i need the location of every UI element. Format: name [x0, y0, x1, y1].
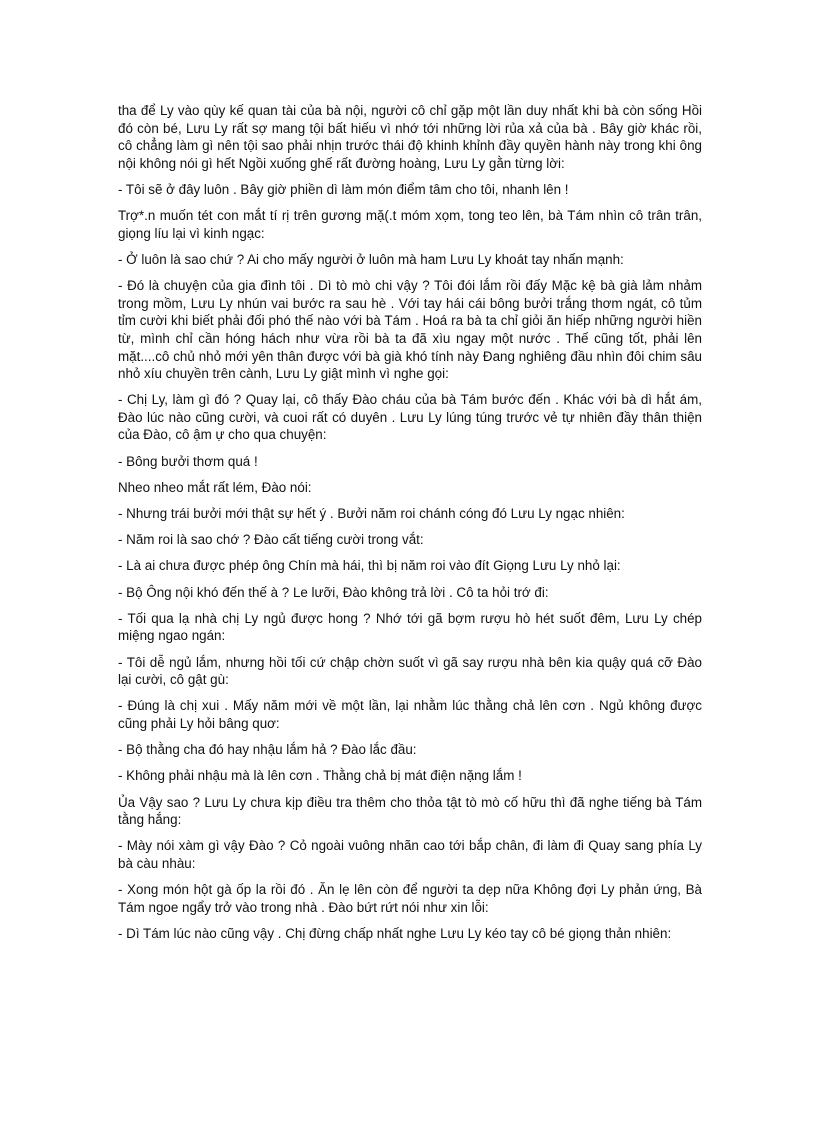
paragraph: - Tôi dễ ngủ lắm, nhưng hồi tối cứ chập chờn suốt vì gã say rượu nhà bên kia quậy quá cỡ Đào lại cười, cô gật gù: [118, 654, 702, 688]
document-page [118, 102, 702, 951]
paragraph: Ủa Vậy sao ? Lưu Ly chưa kịp điều tra thêm cho thỏa tật tò mò cố hữu thì đã nghe tiếng bà Tám tằng hắng: [118, 794, 702, 828]
paragraph: - Không phải nhậu mà là lên cơn . Thằng chả bị mát điện nặng lắm ! [118, 768, 522, 784]
paragraph: Nheo nheo mắt rất lém, Đào nói: [118, 479, 312, 495]
paragraph: - Tối qua lạ nhà chị Ly ngủ được hong ? Nhớ tới gã bợm rượu hò hét suốt đêm, Lưu Ly chép miệng ngao ngán: [118, 610, 702, 644]
paragraph: - Bộ Ông nội khó đến thế à ? Le lưỡi, Đào không trả lời . Cô ta hỏi trớ đi: [118, 584, 549, 600]
paragraph: - Tôi sẽ ở đây luôn . Bây giờ phiền dì làm món điểm tâm cho tôi, nhanh lên ! [118, 181, 569, 197]
paragraph: - Xong món hột gà ốp la rồi đó . Ăn lẹ lên còn để người ta dẹp nữa Không đợi Ly phản ứng, Bà Tám ngoe ngẩy trở vào trong nhà . Đào bứt rứt nói như xin lỗi: [118, 882, 702, 915]
paragraph: - Dì Tám lúc nào cũng vậy . Chị đừng chấp nhất nghe Lưu Ly kéo tay cô bé giọng thản nhiên: [118, 925, 672, 941]
paragraph: - Đúng là chị xui . Mấy năm mới về một lần, lại nhằm lúc thằng chả lên cơn . Ngủ không được cũng phải Ly hỏi bâng quơ: [118, 698, 702, 731]
paragraph: - Bộ thằng cha đó hay nhậu lắm hả ? Đào lắc đầu: [118, 742, 417, 758]
paragraph: Trợ*.n muốn tét con mắt tí rị trên gương mặ(.t móm xọm, tong teo lên, bà Tám nhìn cô trân trân, giọng líu lại vì kinh ngạc: [118, 208, 702, 241]
paragraph: - Năm roi là sao chớ ? Đào cất tiếng cười trong vắt: [118, 532, 424, 548]
paragraph: - Nhưng trái bưởi mới thật sự hết ý . Bưởi năm roi chánh cóng đó Lưu Ly ngạc nhiên: [118, 506, 625, 522]
paragraph: - Bông bưởi thơm quá ! [118, 453, 258, 469]
paragraph: tha để Ly vào qùy kế quan tài của bà nội, người cô chỉ gặp một lần duy nhất khi bà còn sống Hồi đó còn bé, Lưu Ly rất sợ mang tội bất hiếu vì nhớ tới những lời rủa xả của bà . Bây giờ khác rồi, cô chẳng làm gì nên tội sao phải nhịn trước thái độ khinh khỉnh đầy quyền hành này trong khi ông nội không nói gì hết Ngồi xuống ghế rất đường hoàng, Lưu Ly gằn từng lời: [118, 103, 702, 171]
paragraph: - Là ai chưa được phép ông Chín mà hái, thì bị năm roi vào đít Giọng Lưu Ly nhỏ lại: [118, 558, 621, 574]
paragraph: - Ở luôn là sao chứ ? Ai cho mấy người ở luôn mà ham Lưu Ly khoát tay nhấn mạnh: [118, 251, 624, 267]
paragraph: - Mày nói xàm gì vậy Đào ? Cỏ ngoài vuông nhãn cao tới bắp chân, đi làm đi Quay sang phía Ly bà càu nhàu: [118, 838, 702, 871]
paragraph: - Chị Ly, làm gì đó ? Quay lại, cô thấy Đào cháu của bà Tám bước đến . Khác với bà dì hắt ám, Đào lúc nào cũng cười, và cuoi rất có duyên . Lưu Ly lúng túng trước vẻ tự nhiên đầy thân thiện của Đào, cô ậm ự cho qua chuyện: [118, 392, 702, 443]
paragraph: - Đó là chuyện của gia đình tôi . Dì tò mò chi vậy ? Tôi đói lắm rồi đấy Mặc kệ bà già lảm nhảm trong mồm, Lưu Ly nhún vai bước ra sau hè . Với tay hái cái bông bưởi trắng thơm ngát, cô tủm tỉm cười khi biết phải đối phó thế nào với bà Tám . Hoá ra bà ta chỉ giỏi ăn hiếp những người hiền từ, mình chỉ cần hóng hách như vừa rồi bà ta đã xìu ngay một nước . Thế cũng tốt, phải lên mặt....cô chủ nhỏ mới yên thân được với bà già khó tính này Đang nghiêng đầu nhìn đôi chim sâu nhỏ xíu chuyền trên cành, Lưu Ly giật mình vì nghe gọi: [118, 278, 702, 382]
